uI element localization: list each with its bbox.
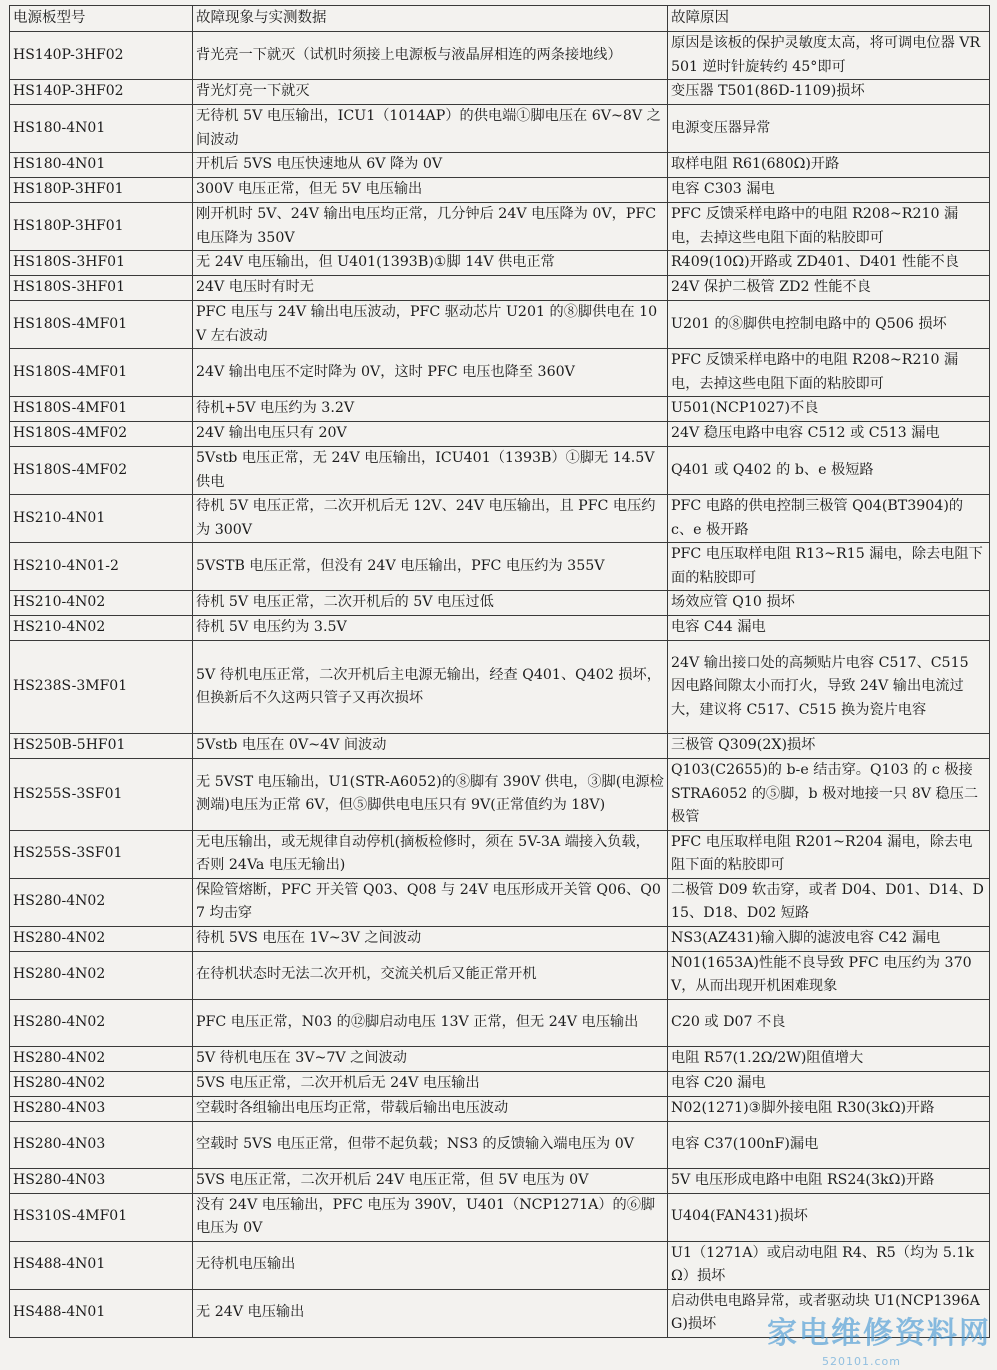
table-row: [10, 178, 990, 203]
cell-model: HS140P-3HF02: [10, 80, 193, 105]
cell-model: HS280-4N02: [10, 926, 193, 951]
cell-symptom: 开机后 5VS 电压快速地从 6V 降为 0V: [193, 153, 668, 178]
table-row: [10, 878, 990, 926]
cell-cause: 24V 稳压电路中电容 C512 或 C513 漏电: [668, 422, 990, 447]
cell-model: HS488-4N01: [10, 1241, 193, 1289]
table-row: [10, 591, 990, 616]
cell-symptom: 5VSTB 电压正常，但没有 24V 电压输出，PFC 电压约为 355V: [193, 543, 668, 591]
cell-model: HS180S-4MF02: [10, 422, 193, 447]
table-row: [10, 951, 990, 999]
cell-symptom: 待机+5V 电压约为 3.2V: [193, 397, 668, 422]
cell-model: HS210-4N02: [10, 591, 193, 616]
cell-cause: PFC 电压取样电阻 R201~R204 漏电，除去电阻下面的粘胶即可: [668, 830, 990, 878]
cell-cause: 电容 C37(100nF)漏电: [668, 1121, 990, 1168]
table-row: [10, 422, 990, 447]
cell-symptom: 无电压输出，或无规律自动停机(摘板检修时，须在 5V-3A 端接入负载，否则 24Va 电压无输出): [193, 830, 668, 878]
cell-symptom: 背光灯亮一下就灭: [193, 80, 668, 105]
header-model: 电源板型号: [10, 6, 193, 32]
header-cause: 故障原因: [668, 6, 990, 32]
cell-symptom: 24V 输出电压不定时降为 0V，这时 PFC 电压也降至 360V: [193, 349, 668, 397]
table-row: [10, 1241, 990, 1289]
cell-symptom: 待机 5V 电压正常，二次开机后的 5V 电压过低: [193, 591, 668, 616]
cell-model: HS280-4N02: [10, 951, 193, 999]
table-row: [10, 203, 990, 251]
cell-symptom: 无待机 5V 电压输出，ICU1（1014AP）的供电端①脚电压在 6V~8V 之间波动: [193, 105, 668, 153]
table-row: [10, 251, 990, 276]
cell-symptom: 无 24V 电压输出，但 U401(1393B)①脚 14V 供电正常: [193, 251, 668, 276]
table-row: [10, 495, 990, 543]
table-row: [10, 80, 990, 105]
cell-model: HS310S-4MF01: [10, 1193, 193, 1241]
table-row: [10, 1121, 990, 1168]
cell-symptom: 5Vstb 电压在 0V~4V 间波动: [193, 734, 668, 759]
cell-cause: N01(1653A)性能不良导致 PFC 电压约为 370V，从而出现开机困难现象: [668, 951, 990, 999]
table-row: [10, 734, 990, 759]
cell-cause: 三极管 Q309(2X)损坏: [668, 734, 990, 759]
table-row: [10, 1168, 990, 1193]
table-row: [10, 32, 990, 80]
cell-symptom: 5Vstb 电压正常，无 24V 电压输出，ICU401（1393B）①脚无 14.5V 供电: [193, 447, 668, 495]
cell-cause: 电阻 R57(1.2Ω/2W)阻值增大: [668, 1046, 990, 1071]
cell-cause: U201 的⑧脚供电控制电路中的 Q506 损坏: [668, 301, 990, 349]
cell-symptom: 5V 待机电压在 3V~7V 之间波动: [193, 1046, 668, 1071]
cell-symptom: PFC 电压正常，N03 的⑫脚启动电压 13V 正常，但无 24V 电压输出: [193, 999, 668, 1046]
cell-cause: U1（1271A）或启动电阻 R4、R5（均为 5.1kΩ）损坏: [668, 1241, 990, 1289]
table-row: [10, 301, 990, 349]
cell-model: HS280-4N03: [10, 1168, 193, 1193]
cell-model: HS280-4N02: [10, 1046, 193, 1071]
cell-cause: U404(FAN431)损坏: [668, 1193, 990, 1241]
table-row: [10, 397, 990, 422]
cell-symptom: 5V 待机电压正常，二次开机后主电源无输出，经查 Q401、Q402 损坏，但换新后不久这两只管子又再次损坏: [193, 641, 668, 734]
cell-symptom: 空载时各组输出电压均正常，带载后输出电压波动: [193, 1096, 668, 1121]
table-row: [10, 349, 990, 397]
cell-cause: 二极管 D09 软击穿，或者 D04、D01、D14、D15、D18、D02 短路: [668, 878, 990, 926]
cell-cause: 24V 保护二极管 ZD2 性能不良: [668, 276, 990, 301]
table-row: [10, 926, 990, 951]
cell-model: HS180S-4MF01: [10, 349, 193, 397]
table-row: [10, 1046, 990, 1071]
cell-model: HS210-4N01-2: [10, 543, 193, 591]
cell-model: HS180P-3HF01: [10, 178, 193, 203]
cell-cause: 电源变压器异常: [668, 105, 990, 153]
table-row: [10, 543, 990, 591]
cell-model: HS280-4N03: [10, 1096, 193, 1121]
cell-model: HS210-4N01: [10, 495, 193, 543]
table-row: [10, 1096, 990, 1121]
cell-symptom: 空载时 5VS 电压正常，但带不起负载；NS3 的反馈输入端电压为 0V: [193, 1121, 668, 1168]
cell-model: HS180S-3HF01: [10, 276, 193, 301]
cell-cause: 启动供电电路异常，或者驱动块 U1(NCP1396AG)损坏: [668, 1289, 990, 1337]
cell-symptom: 保险管熔断，PFC 开关管 Q03、Q08 与 24V 电压形成开关管 Q06、Q07 均击穿: [193, 878, 668, 926]
table-row: [10, 447, 990, 495]
cell-cause: PFC 电路的供电控制三极管 Q04(BT3904)的 c、e 极开路: [668, 495, 990, 543]
cell-model: HS180S-3HF01: [10, 251, 193, 276]
cell-cause: PFC 反馈采样电路中的电阻 R208~R210 漏电，去掉这些电阻下面的粘胶即可: [668, 349, 990, 397]
cell-model: HS488-4N01: [10, 1289, 193, 1337]
fault-table: [9, 5, 990, 1338]
cell-model: HS180S-4MF02: [10, 447, 193, 495]
table-row: [10, 616, 990, 641]
cell-cause: PFC 反馈采样电路中的电阻 R208~R210 漏电，去掉这些电阻下面的粘胶即可: [668, 203, 990, 251]
cell-model: HS180S-4MF01: [10, 397, 193, 422]
cell-model: HS250B-5HF01: [10, 734, 193, 759]
table-row: [10, 105, 990, 153]
cell-model: HS140P-3HF02: [10, 32, 193, 80]
cell-model: HS280-4N02: [10, 999, 193, 1046]
table-row: [10, 1193, 990, 1241]
cell-symptom: 待机 5V 电压约为 3.5V: [193, 616, 668, 641]
cell-model: HS255S-3SF01: [10, 759, 193, 831]
cell-symptom: 无 5VST 电压输出，U1(STR-A6052)的⑧脚有 390V 供电，③脚(电源检测端)电压为正常 6V，但⑤脚供电电压只有 9V(正常值约为 18V): [193, 759, 668, 831]
cell-symptom: 5VS 电压正常，二次开机后无 24V 电压输出: [193, 1071, 668, 1096]
cell-cause: PFC 电压取样电阻 R13~R15 漏电，除去电阻下面的粘胶即可: [668, 543, 990, 591]
cell-cause: R409(10Ω)开路或 ZD401、D401 性能不良: [668, 251, 990, 276]
cell-cause: 5V 电压形成电路中电阻 RS24(3kΩ)开路: [668, 1168, 990, 1193]
cell-cause: Q103(C2655)的 b-e 结击穿。Q103 的 c 极接 STRA6052 的⑤脚，b 极对地接一只 8V 稳压二极管: [668, 759, 990, 831]
table-row: [10, 641, 990, 734]
cell-model: HS180P-3HF01: [10, 203, 193, 251]
cell-model: HS280-4N03: [10, 1121, 193, 1168]
watermark-url: 520101.com: [822, 1355, 901, 1368]
table-row: [10, 276, 990, 301]
cell-cause: 取样电阻 R61(680Ω)开路: [668, 153, 990, 178]
cell-cause: C20 或 D07 不良: [668, 999, 990, 1046]
cell-cause: 电容 C20 漏电: [668, 1071, 990, 1096]
cell-symptom: 待机 5V 电压正常，二次开机后无 12V、24V 电压输出，且 PFC 电压约为 300V: [193, 495, 668, 543]
cell-cause: N02(1271)③脚外接电阻 R30(3kΩ)开路: [668, 1096, 990, 1121]
cell-cause: 原因是该板的保护灵敏度太高，将可调电位器 VR501 逆时针旋转约 45°即可: [668, 32, 990, 80]
cell-cause: Q401 或 Q402 的 b、e 极短路: [668, 447, 990, 495]
table-row: [10, 1071, 990, 1096]
cell-symptom: 无 24V 电压输出: [193, 1289, 668, 1337]
cell-cause: 变压器 T501(86D-1109)损坏: [668, 80, 990, 105]
header-symptom: 故障现象与实测数据: [193, 6, 668, 32]
cell-cause: 电容 C303 漏电: [668, 178, 990, 203]
cell-symptom: 刚开机时 5V、24V 输出电压均正常，几分钟后 24V 电压降为 0V，PFC 电压降为 350V: [193, 203, 668, 251]
cell-model: HS238S-3MF01: [10, 641, 193, 734]
table-row: [10, 830, 990, 878]
cell-model: HS180S-4MF01: [10, 301, 193, 349]
cell-symptom: 无待机电压输出: [193, 1241, 668, 1289]
cell-symptom: 5VS 电压正常，二次开机后 24V 电压正常，但 5V 电压为 0V: [193, 1168, 668, 1193]
cell-cause: U501(NCP1027)不良: [668, 397, 990, 422]
cell-cause: 24V 输出接口处的高频贴片电容 C517、C515 因电路间隙太小而打火，导致 24V 输出电流过大，建议将 C517、C515 换为瓷片电容: [668, 641, 990, 734]
cell-model: HS180-4N01: [10, 153, 193, 178]
cell-cause: 场效应管 Q10 损坏: [668, 591, 990, 616]
cell-symptom: 24V 电压时有时无: [193, 276, 668, 301]
cell-model: HS210-4N02: [10, 616, 193, 641]
cell-model: HS280-4N02: [10, 1071, 193, 1096]
cell-symptom: 待机 5VS 电压在 1V~3V 之间波动: [193, 926, 668, 951]
cell-model: HS280-4N02: [10, 878, 193, 926]
cell-symptom: 24V 输出电压只有 20V: [193, 422, 668, 447]
cell-cause: NS3(AZ431)输入脚的滤波电容 C42 漏电: [668, 926, 990, 951]
cell-symptom: 300V 电压正常，但无 5V 电压输出: [193, 178, 668, 203]
cell-model: HS180-4N01: [10, 105, 193, 153]
cell-symptom: 背光亮一下就灭（试机时须接上电源板与液晶屏相连的两条接地线）: [193, 32, 668, 80]
table-row: [10, 759, 990, 831]
watermark-logo: 家电维修资料网: [767, 1316, 991, 1351]
table-row: [10, 999, 990, 1046]
cell-cause: 电容 C44 漏电: [668, 616, 990, 641]
cell-symptom: 没有 24V 电压输出，PFC 电压为 390V，U401（NCP1271A）的⑥脚电压为 0V: [193, 1193, 668, 1241]
table-row: [10, 153, 990, 178]
cell-model: HS255S-3SF01: [10, 830, 193, 878]
cell-symptom: PFC 电压与 24V 输出电压波动，PFC 驱动芯片 U201 的⑧脚供电在 10V 左右波动: [193, 301, 668, 349]
cell-symptom: 在待机状态时无法二次开机，交流关机后又能正常开机: [193, 951, 668, 999]
header-row: [10, 6, 990, 32]
